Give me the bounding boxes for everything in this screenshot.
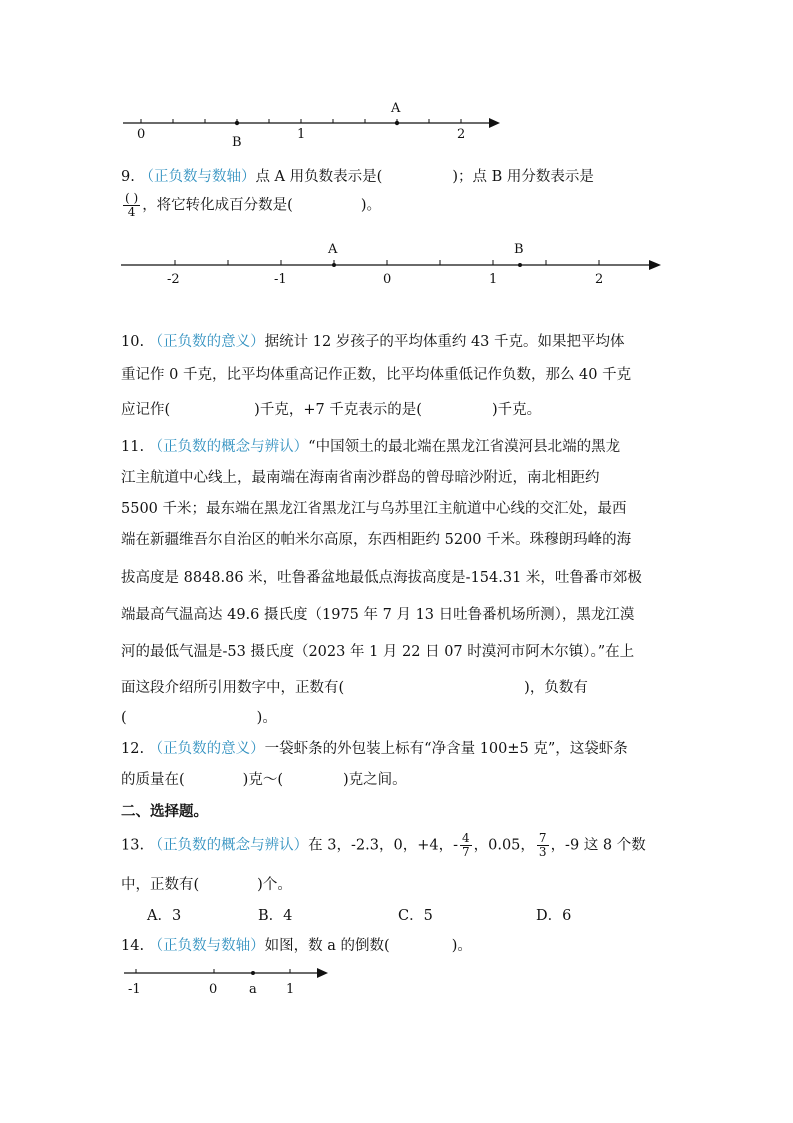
q9-tag: （正负数与数轴） [139,169,256,185]
point-a [395,121,399,125]
q11-line9: ( )。 [121,710,277,726]
point-label-b: B [514,242,524,257]
q12-line2: 的质量在( )克～( )克之间。 [121,772,407,788]
q11-line4: 端在新疆维吾尔自治区的帕米尔高原，东西相距约 5200 千米。珠穆朗玛峰的海 [121,532,632,548]
q10-tag: （正负数的意义） [148,334,265,350]
point-a [251,971,255,975]
q11-line3: 5500 千米；最东端在黑龙江省黑龙江与乌苏里江主航道中心线的交汇处，最西 [121,501,627,517]
tick-label: -2 [167,272,180,287]
tick-label: 0 [137,127,146,142]
point-label-a: A [328,242,338,257]
tick-label: a [249,982,257,997]
tick-label: -1 [274,272,287,287]
q10-line3: 应记作( )千克，+7 千克表示的是( )千克。 [121,402,542,418]
tick-label: -1 [128,982,141,997]
option-b[interactable]: B．4 [258,908,293,924]
tick-label: 1 [297,127,306,142]
q13-line2: 中，正数有( )个。 [121,877,292,893]
q11-line7: 河的最低气温是-53 摄氏度（2023 年 1 月 22 日 07 时漠河市阿木尔镇）。”在上 [121,644,635,660]
q11-line5: 拔高度是 8848.86 米，吐鲁番盆地最低点海拔高度是-154.31 米，吐鲁番市郊极 [121,570,642,586]
point-b [518,263,522,267]
q11-tag: （正负数的概念与辨认） [148,439,309,455]
q12-tag: （正负数的意义） [148,741,265,757]
q9-line1: 9. （正负数与数轴）点 A 用负数表示是( )；点 B 用分数表示是 [121,169,594,185]
fraction-7-3: $\frac{7}{3}$ [538,831,547,859]
q9-fraction: $\frac{( )}{4}$ [125,191,139,219]
q10-line2: 重记作 0 千克，比平均体重高记作正数，比平均体重低记作负数，那么 40 千克 [121,367,632,383]
point-label-a: A [391,101,401,116]
q13-tag: （正负数的概念与辨认） [148,837,309,854]
point-b [235,121,239,125]
point-label-b: B [232,135,242,150]
q11-line1: 11. （正负数的概念与辨认）“中国领土的最北端在黑龙江省漠河县北端的黑龙 [121,439,621,455]
number-line-3 [118,960,338,1002]
option-d[interactable]: D．6 [536,908,572,924]
q13-line1: 13. （正负数的概念与辨认）在 3，-2.3，0，+4，- $\frac{4}{7}$ ，0.05， $\frac{7}{3}$ ，-9 这 8 个数 [121,831,646,859]
option-a[interactable]: A．3 [147,908,182,924]
option-c[interactable]: C．5 [398,908,433,924]
q14-line1: 14. （正负数与数轴）如图，数 a 的倒数( )。 [121,938,472,954]
q11-line8: 面这段介绍所引用数字中，正数有( )，负数有 [121,680,588,696]
q10-line1: 10. （正负数的意义）据统计 12 岁孩子的平均体重约 43 千克。如果把平均体 [121,334,625,350]
tick-label: 0 [209,982,218,997]
tick-label: 2 [595,272,604,287]
q12-line1: 12. （正负数的意义）一袋虾条的外包装上标有“净含量 100±5 克”，这袋虾条 [121,741,628,757]
number-line-2 [115,238,675,293]
tick-label: 1 [286,982,295,997]
section-title: 二、选择题。 [121,804,208,820]
q14-tag: （正负数与数轴） [148,938,265,954]
q11-line6: 端最高气温高达 49.6 摄氏度（1975 年 7 月 13 日吐鲁番机场所测），黑龙江漠 [121,607,635,623]
q11-line2: 江主航道中心线上，最南端在海南省南沙群岛的曾母暗沙附近，南北相距约 [121,470,600,486]
tick-label: 2 [457,127,466,142]
tick-label: 0 [383,272,392,287]
fraction-4-7: $\frac{4}{7}$ [461,831,470,859]
number-line-1 [115,95,505,155]
point-a [332,263,336,267]
tick-label: 1 [489,272,498,287]
q9-line2: $\frac{( )}{4}$ ，将它转化成百分数是( )。 [125,191,382,219]
